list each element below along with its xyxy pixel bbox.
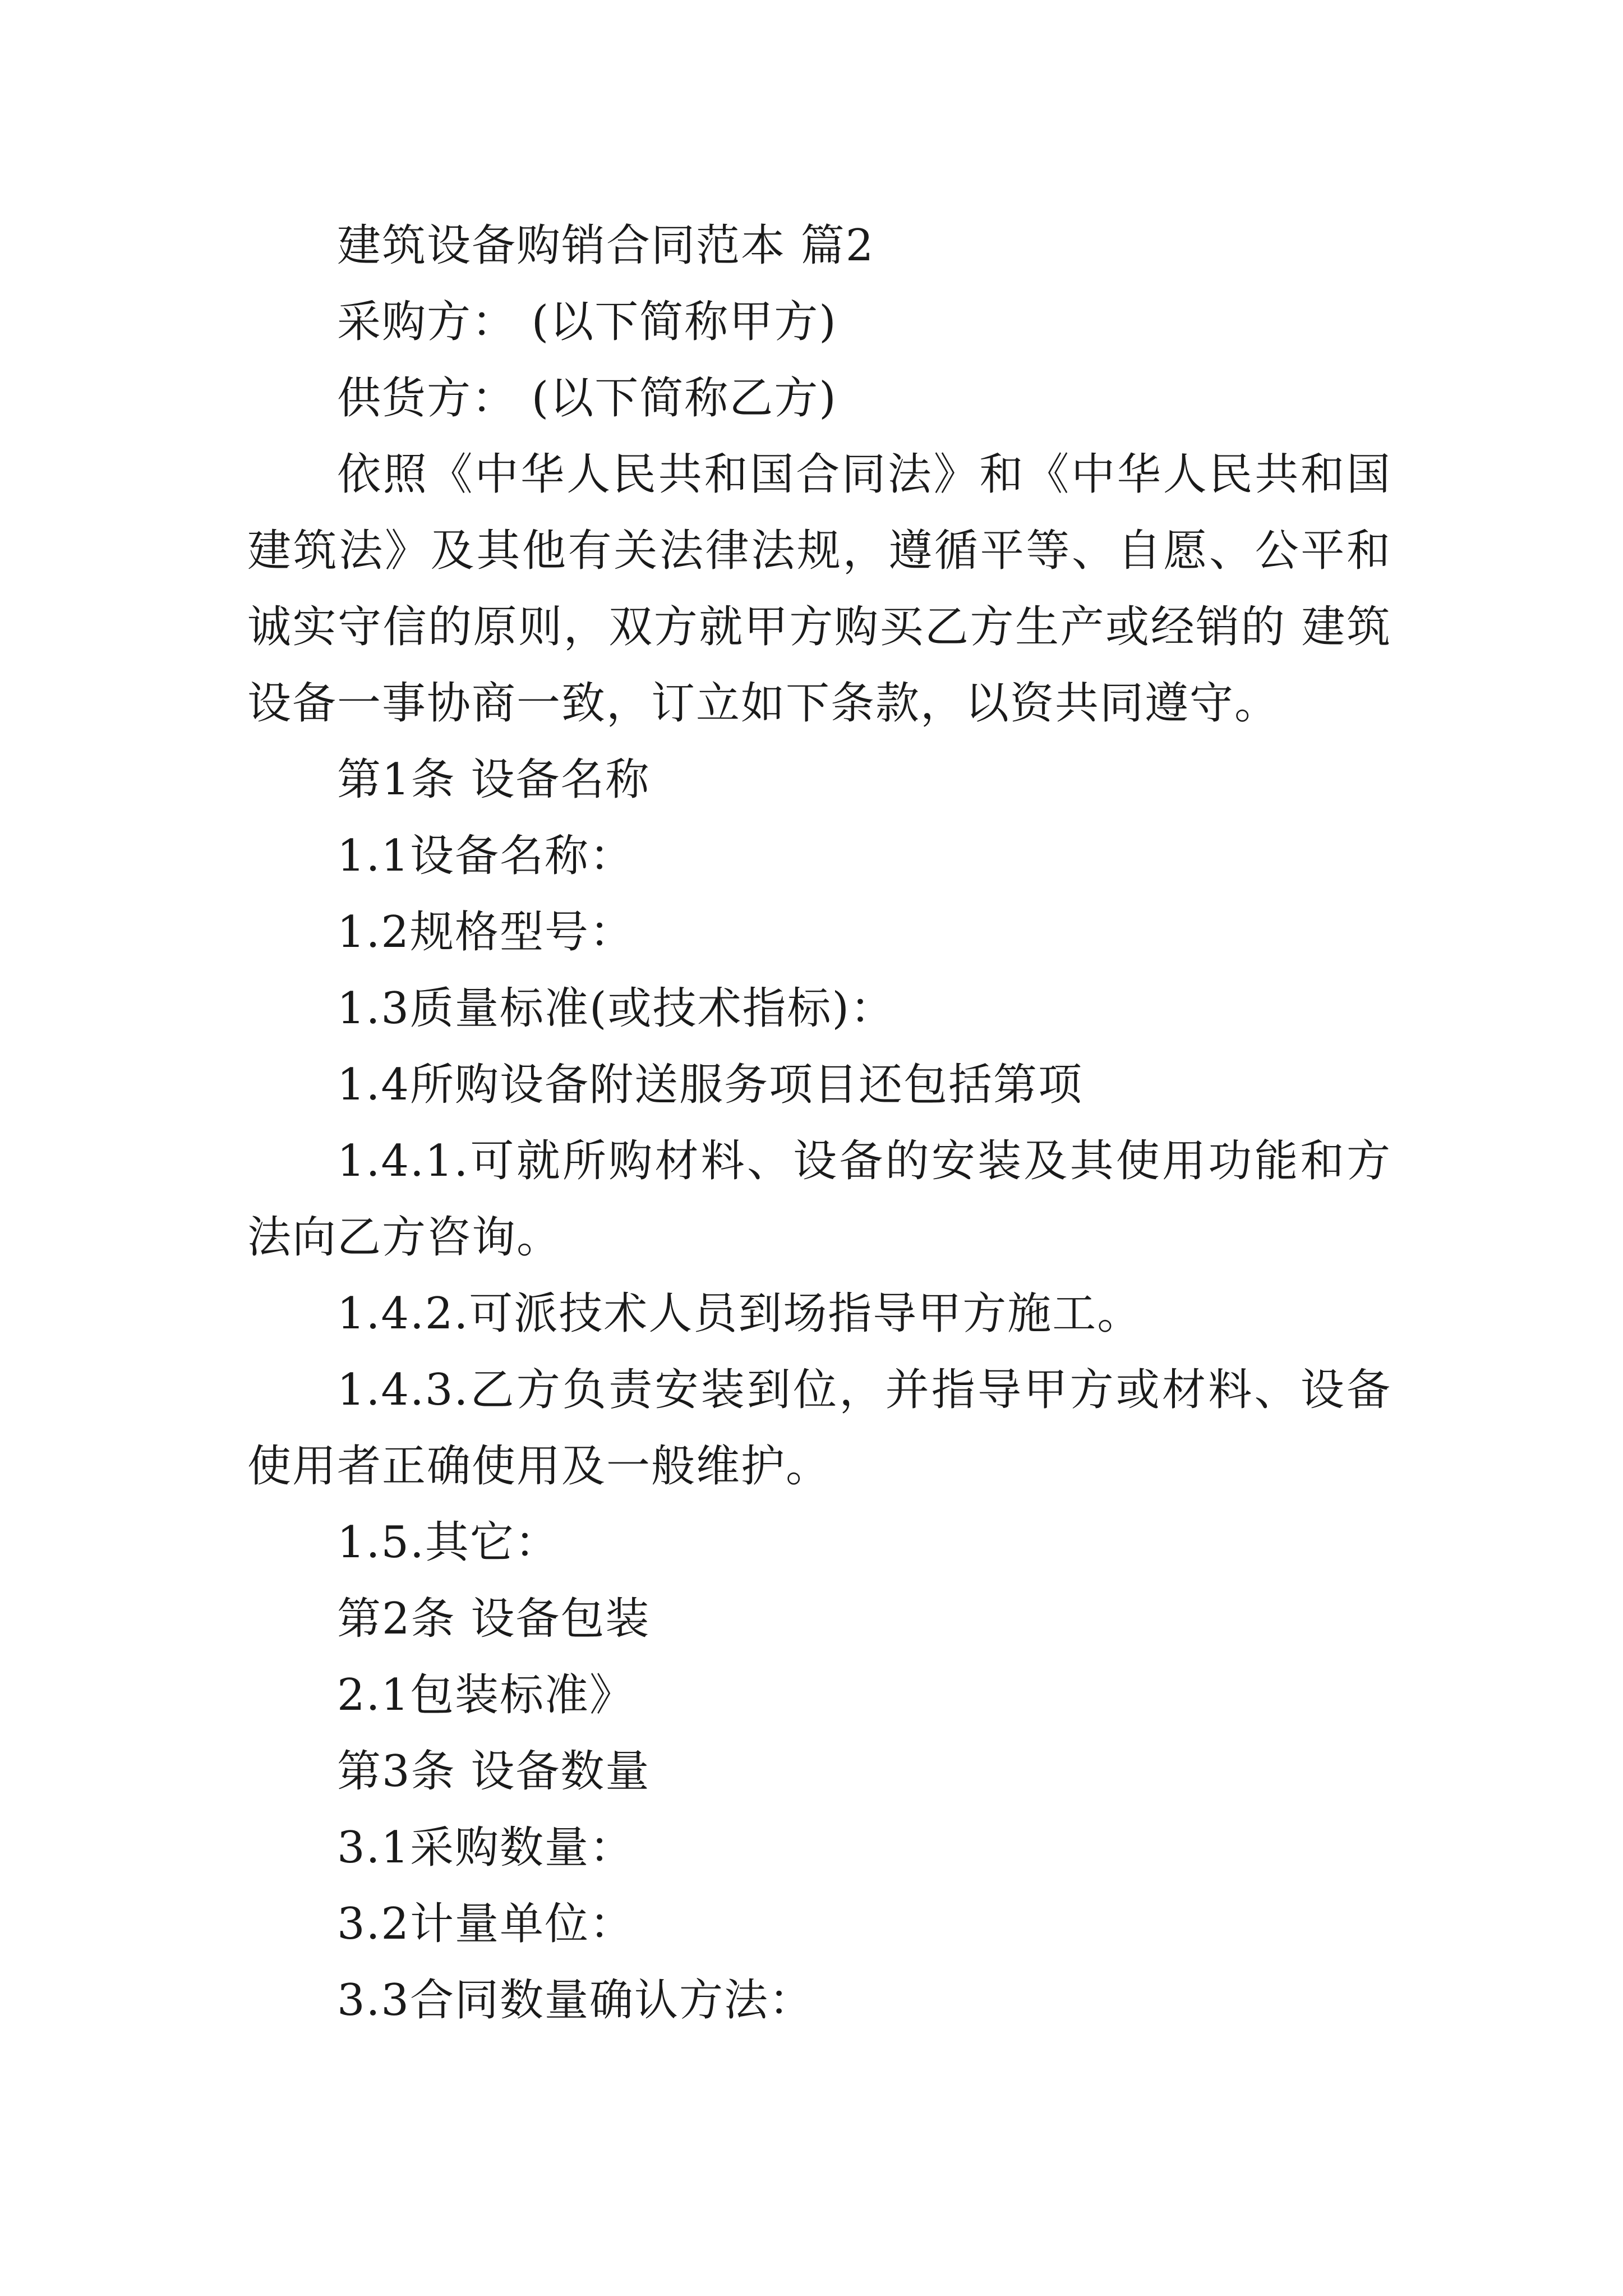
document-body [247,208,1391,2039]
paragraph-supplier: 供货方： (以下简称乙方) [337,373,837,424]
clause-3-1: 3.1采购数量： [337,1823,635,1873]
clause-3-3: 3.3合同数量确认方法： [337,1975,814,2026]
article-1-heading: 第1条 设备名称 [337,754,651,805]
clause-3-2: 3.2计量单位： [337,1899,635,1949]
clause-1-3: 1.3质量标准(或技术指标)： [337,983,895,1034]
article-3-heading: 第3条 设备数量 [337,1746,651,1797]
clause-1-2: 1.2规格型号： [337,907,635,958]
clause-1-4-1: 1.4.1.可就所购材料、设备的安装及其使用功能和方法向乙方咨询。 [247,1136,1391,1263]
clause-1-5: 1.5.其它： [337,1517,560,1568]
clause-1-1: 1.1设备名称： [337,831,635,881]
clause-1-4-3: 1.4.3.乙方负责安装到位，并指导甲方或材料、设备使用者正确使用及一般维护。 [247,1365,1391,1492]
clause-1-4: 1.4所购设备附送服务项目还包括第项 [337,1060,1083,1110]
clause-1-4-2: 1.4.2.可派技术人员到场指导甲方施工。 [337,1289,1142,1339]
clause-2-1: 2.1包装标准》 [337,1670,635,1720]
paragraph-purchaser: 采购方： (以下简称甲方) [337,297,837,347]
document-title: 建筑设备购销合同范本 篇2 [337,220,875,271]
paragraph-preamble: 依照《中华人民共和国合同法》和《中华人民共和国建筑法》及其他有关法律法规，遵循平等、自愿、公平和诚实守信的原则，双方就甲方购买乙方生产或经销的 建筑设备一事协商一致，订立如下条款，以资共同遵守。 [247,449,1391,729]
article-2-heading: 第2条 设备包装 [337,1594,651,1644]
